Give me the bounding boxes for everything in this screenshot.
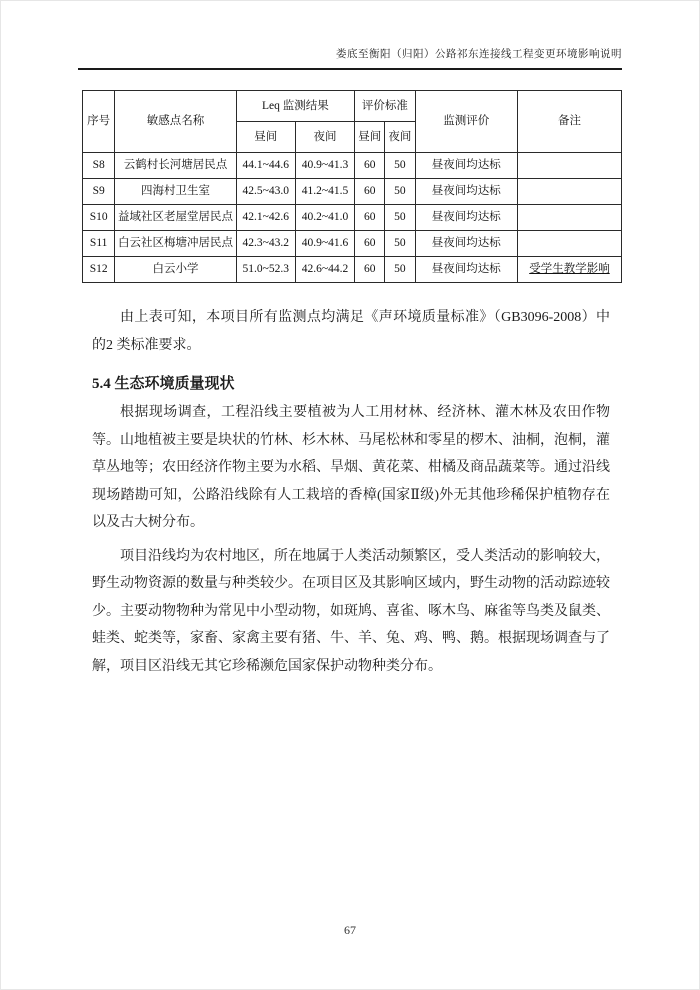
header-sensitive-point: 敏感点名称 bbox=[115, 91, 236, 153]
cell-leq-day: 42.3~43.2 bbox=[236, 231, 295, 257]
noise-monitoring-table bbox=[82, 90, 622, 283]
header-monitor-eval: 监测评价 bbox=[415, 91, 517, 153]
cell-std-night: 50 bbox=[385, 231, 415, 257]
cell-id: S10 bbox=[83, 205, 115, 231]
header-index: 序号 bbox=[83, 91, 115, 153]
cell-leq-night: 41.2~41.5 bbox=[295, 179, 354, 205]
cell-leq-day: 51.0~52.3 bbox=[236, 257, 295, 283]
cell-leq-night: 42.6~44.2 bbox=[295, 257, 354, 283]
subheader-leq-night: 夜间 bbox=[295, 122, 354, 153]
table-header bbox=[83, 91, 622, 153]
cell-id: S12 bbox=[83, 257, 115, 283]
cell-leq-night: 40.9~41.6 bbox=[295, 231, 354, 257]
table-row bbox=[83, 257, 622, 283]
cell-leq-night: 40.2~41.0 bbox=[295, 205, 354, 231]
cell-remark bbox=[517, 179, 621, 205]
cell-std-night: 50 bbox=[385, 257, 415, 283]
cell-leq-night: 40.9~41.3 bbox=[295, 153, 354, 179]
running-header: 娄底至衡阳（归阳）公路祁东连接线工程变更环境影响说明 bbox=[336, 49, 622, 60]
cell-name: 四海村卫生室 bbox=[115, 179, 236, 205]
cell-std-night: 50 bbox=[385, 179, 415, 205]
table-row bbox=[83, 153, 622, 179]
cell-remark bbox=[517, 231, 621, 257]
cell-evaluation: 昼夜间均达标 bbox=[415, 179, 517, 205]
paragraph-wildlife: 项目沿线均为农村地区，所在地属于人类活动频繁区，受人类活动的影响较大，野生动物资源的数量与种类较少。在项目区及其影响区域内，野生动物的活动踪迹较少。主要动物物种为常见中小型动物，如斑鸠、喜雀、啄木鸟、麻雀等鸟类及鼠类、蛙类、蛇类等，家畜、家禽主要有猪、牛、羊、兔、鸡、鸭、鹅。根据现场调查与了解，项目区沿线无其它珍稀濒危国家保护动物种类分布。 bbox=[92, 548, 610, 674]
cell-leq-day: 44.1~44.6 bbox=[236, 153, 295, 179]
cell-std-day: 60 bbox=[355, 205, 385, 231]
cell-std-day: 60 bbox=[355, 179, 385, 205]
subheader-std-night: 夜间 bbox=[385, 122, 415, 153]
cell-name: 益域社区老屋堂居民点 bbox=[115, 205, 236, 231]
cell-name: 云鹤村长河塘居民点 bbox=[115, 153, 236, 179]
header-divider bbox=[78, 68, 622, 70]
table-row bbox=[83, 179, 622, 205]
cell-evaluation: 昼夜间均达标 bbox=[415, 231, 517, 257]
cell-name: 白云社区梅塘冲居民点 bbox=[115, 231, 236, 257]
header-leq-result: Leq 监测结果 bbox=[236, 91, 355, 122]
cell-evaluation: 昼夜间均达标 bbox=[415, 153, 517, 179]
subheader-std-day: 昼间 bbox=[355, 122, 385, 153]
cell-remark bbox=[517, 153, 621, 179]
header-remark: 备注 bbox=[517, 91, 621, 153]
cell-remark bbox=[517, 205, 621, 231]
cell-std-day: 60 bbox=[355, 257, 385, 283]
cell-id: S11 bbox=[83, 231, 115, 257]
page-number: 67 bbox=[344, 923, 356, 937]
paragraph-noise-conclusion: 由上表可知，本项目所有监测点均满足《声环境质量标准》（GB3096-2008）中的2 类标准要求。 bbox=[92, 310, 610, 353]
cell-id: S9 bbox=[83, 179, 115, 205]
section-heading-5-4: 5.4 生态环境质量现状 bbox=[92, 376, 235, 392]
cell-id: S8 bbox=[83, 153, 115, 179]
cell-std-night: 50 bbox=[385, 153, 415, 179]
header-eval-standard: 评价标准 bbox=[355, 91, 415, 122]
cell-std-day: 60 bbox=[355, 153, 385, 179]
table-row bbox=[83, 205, 622, 231]
cell-leq-day: 42.5~43.0 bbox=[236, 179, 295, 205]
cell-evaluation: 昼夜间均达标 bbox=[415, 205, 517, 231]
subheader-leq-day: 昼间 bbox=[236, 122, 295, 153]
cell-std-day: 60 bbox=[355, 231, 385, 257]
cell-remark bbox=[517, 257, 621, 283]
page-content bbox=[87, 90, 610, 680]
paragraph-vegetation: 根据现场调查，工程沿线主要植被为人工用材林、经济林、灌木林及农田作物等。山地植被主要是块状的竹林、杉木林、马尾松林和零星的椤木、油桐，泡桐，灌草丛地等；农田经济作物主要为水稻、旱烟、黄花菜、柑橘及商品蔬菜等。通过沿线现场踏勘可知，公路沿线除有人工栽培的香樟(国家Ⅱ级)外无其他珍稀保护植物存在以及古大树分布。 bbox=[92, 405, 610, 530]
cell-evaluation: 昼夜间均达标 bbox=[415, 257, 517, 283]
cell-name: 白云小学 bbox=[115, 257, 236, 283]
cell-leq-day: 42.1~42.6 bbox=[236, 205, 295, 231]
underlined-remark: 受学生教学影响 bbox=[529, 263, 610, 276]
table-row bbox=[83, 231, 622, 257]
cell-std-night: 50 bbox=[385, 205, 415, 231]
